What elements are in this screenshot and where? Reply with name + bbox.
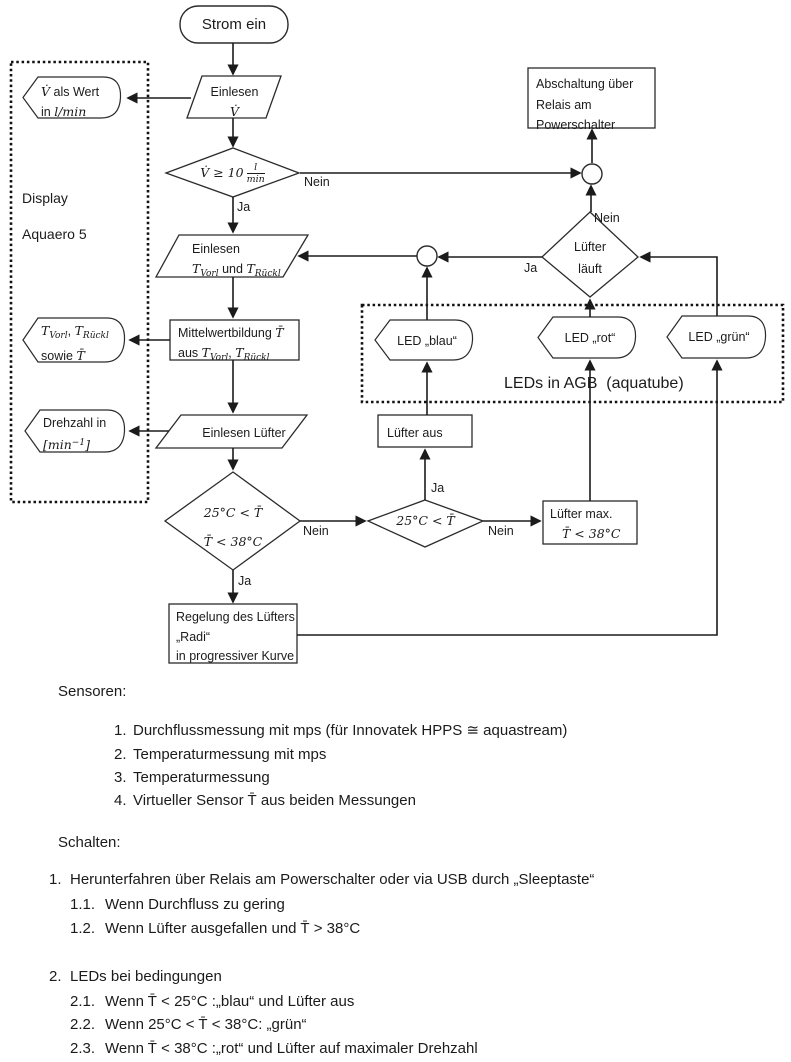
einlesen-t-sub1: Vorl (200, 269, 219, 279)
display-group-subtitle: Aquaero 5 (22, 226, 87, 242)
luefter-laeuft-line1: Lüfter (574, 240, 606, 254)
diamond-durchfluss-fraction (247, 163, 265, 185)
mittelwert-sub1: Vorl (209, 353, 229, 363)
luefter-laeuft-label (560, 236, 620, 280)
display-v-line1-rest: als Wert (50, 85, 100, 99)
abschaltung-line2: Relais am (536, 97, 592, 112)
arrow-led-gruen-to-laeuft (641, 257, 717, 316)
mittelwert-line1: Mittelwertbildung (178, 326, 276, 340)
diamond-durchfluss-ja-label: Ja (237, 200, 251, 214)
start-label: Strom ein (201, 16, 267, 33)
mittelwert-comma: , (228, 346, 236, 360)
sensoren-item-number: 4. (114, 792, 127, 809)
sensoren-item-text: Temperaturmessung (133, 769, 270, 786)
display-group-title: Display (22, 190, 68, 206)
einlesen-t-t1: T (192, 261, 201, 276)
schalten-subitem-number: 2.1. (70, 993, 96, 1010)
display-v-symbol: V̇ (41, 84, 51, 99)
schalten-subitem-text: Wenn Lüfter ausgefallen und T̄ > 38°C (105, 920, 361, 937)
display-drehzahl-unit-close: ] (85, 437, 90, 452)
sensoren-item-number: 1. (114, 722, 127, 739)
sensoren-item-text: Temperaturmessung mit mps (133, 746, 327, 763)
diamond-temp-range-line2: T̄ < 38°C (203, 534, 263, 549)
luefter-laeuft-ja-label: Ja (524, 261, 538, 275)
leds-agb-group-label: LEDs in AGB (aquatube) (504, 375, 684, 392)
sensoren-item (114, 721, 567, 740)
einlesen-v-symbol: V̇ (229, 104, 240, 119)
einlesen-v-line1: Einlesen (210, 85, 259, 99)
diamond-temp25-nein-label: Nein (488, 524, 514, 538)
fraction-numerator: l (247, 163, 265, 175)
connector-circle-top (582, 164, 602, 184)
display-t-sub2: Rückl (82, 331, 109, 341)
sensoren-item-number: 2. (114, 746, 127, 763)
display-t-line2-prefix: sowie (41, 349, 77, 363)
sensoren-item-number: 3. (114, 769, 127, 786)
mittelwert-line2-prefix: aus (178, 346, 202, 360)
schalten-item-number: 2. (49, 968, 62, 985)
abschaltung-label (536, 74, 633, 136)
luefter-aus-label: Lüfter aus (387, 426, 443, 440)
diamond-temp-range-label (168, 498, 298, 556)
luefter-laeuft-nein-label: Nein (594, 211, 620, 225)
display-t-comma: , (67, 324, 75, 338)
mittelwert-t2: T (235, 345, 244, 360)
sensoren-item (114, 791, 416, 810)
mittelwert-tbar: T̄ (275, 325, 284, 340)
schalten-subitem (70, 919, 360, 938)
schalten-subitem-text: Wenn 25°C < T̄ < 38°C: „grün“ (105, 1016, 307, 1033)
luefter-max-label (550, 505, 620, 543)
diamond-durchfluss-condition: V̇ ≥ 10 (200, 165, 244, 180)
display-v-unit: l/min (54, 104, 87, 119)
einlesen-luefter-label: Einlesen Lüfter (202, 426, 286, 440)
schalten-subitem-number: 2.2. (70, 1016, 96, 1033)
schalten-subitem (70, 1039, 478, 1058)
display-t-t2: T (74, 323, 83, 338)
regelung-line2: „Radi“ (176, 629, 211, 644)
schalten-subitem (70, 895, 285, 914)
connector-circle-left (417, 246, 437, 266)
schalten-title: Schalten: (58, 834, 121, 851)
schalten-subitem-text: Wenn T̄ < 25°C :„blau“ und Lüfter aus (105, 993, 355, 1010)
einlesen-t-line1: Einlesen (192, 242, 240, 256)
schalten-subitem (70, 1015, 307, 1034)
display-v-line2-prefix: in (41, 105, 55, 119)
abschaltung-line3: Powerschalter (536, 118, 616, 132)
schalten-item (49, 967, 222, 986)
diamond-temp-range-line1: 25°C < T̄ (203, 505, 263, 520)
luefter-max-line2: T̄ < 38°C (562, 526, 621, 541)
diamond-durchfluss-label (166, 157, 299, 189)
sensoren-title: Sensoren: (58, 683, 127, 700)
regelung-line1: Regelung des Lüfters (176, 610, 295, 624)
schalten-subitem-number: 2.3. (70, 1040, 96, 1057)
sensoren-item-text: Virtueller Sensor T̄ aus beiden Messungen (133, 792, 416, 809)
einlesen-t-mid: und (218, 262, 247, 276)
display-drehzahl-label (43, 413, 106, 455)
led-rot-label: LED „rot“ (564, 331, 616, 345)
diamond-temp-range-ja-label: Ja (238, 574, 252, 588)
regelung-label (176, 608, 295, 667)
led-blau-label: LED „blau“ (397, 334, 457, 348)
sensoren-item (114, 768, 270, 787)
diamond-durchfluss-nein-label: Nein (304, 175, 330, 189)
abschaltung-line1: Abschaltung über (536, 77, 634, 91)
einlesen-t-sub2: Rückl (254, 269, 281, 279)
display-t-tbar: T̄ (76, 348, 85, 363)
schalten-subitem-text: Wenn Durchfluss zu gering (105, 896, 285, 913)
luefter-laeuft-line2: läuft (578, 262, 602, 276)
display-t-label (41, 321, 109, 366)
einlesen-t-label (192, 239, 281, 284)
display-drehzahl-exponent: −1 (71, 438, 86, 448)
schalten-subitem-number: 1.2. (70, 920, 96, 937)
sensoren-item-text: Durchflussmessung mit mps (für Innovatek HPPS ≅ aquastream) (133, 722, 568, 739)
diamond-temp25-label: 25°C < T̄ (396, 513, 455, 528)
mittelwert-sub2: Rückl (243, 353, 270, 363)
einlesen-v-label (197, 82, 272, 122)
led-gruen-label: LED „grün“ (688, 330, 750, 344)
schalten-item-text: LEDs bei bedingungen (70, 968, 222, 985)
display-drehzahl-unit-open: [min (43, 437, 72, 452)
luefter-max-line1: Lüfter max. (550, 507, 613, 521)
schalten-item (49, 870, 594, 889)
schalten-item-text: Herunterfahren über Relais am Powerschalter oder via USB durch „Sleeptaste“ (70, 871, 595, 888)
schalten-subitem-text: Wenn T̄ < 38°C :„rot“ und Lüfter auf maximaler Drehzahl (105, 1040, 478, 1057)
diamond-temp-range-nein-label: Nein (303, 524, 329, 538)
schalten-subitem (70, 992, 354, 1011)
mittelwert-t1: T (201, 345, 210, 360)
schalten-subitem-number: 1.1. (70, 896, 96, 913)
fraction-denominator: min (246, 174, 265, 186)
einlesen-t-t2: T (246, 261, 255, 276)
display-t-sub1: Vorl (49, 331, 68, 341)
diamond-temp25-ja-label: Ja (431, 481, 445, 495)
schalten-item-number: 1. (49, 871, 62, 888)
display-drehzahl-line1: Drehzahl in (43, 416, 107, 430)
display-v-label (41, 82, 99, 122)
regelung-line3: in progressiver Kurve (176, 649, 295, 663)
display-t-t1: T (41, 323, 50, 338)
sensoren-item (114, 745, 326, 764)
mittelwert-label (178, 323, 284, 368)
